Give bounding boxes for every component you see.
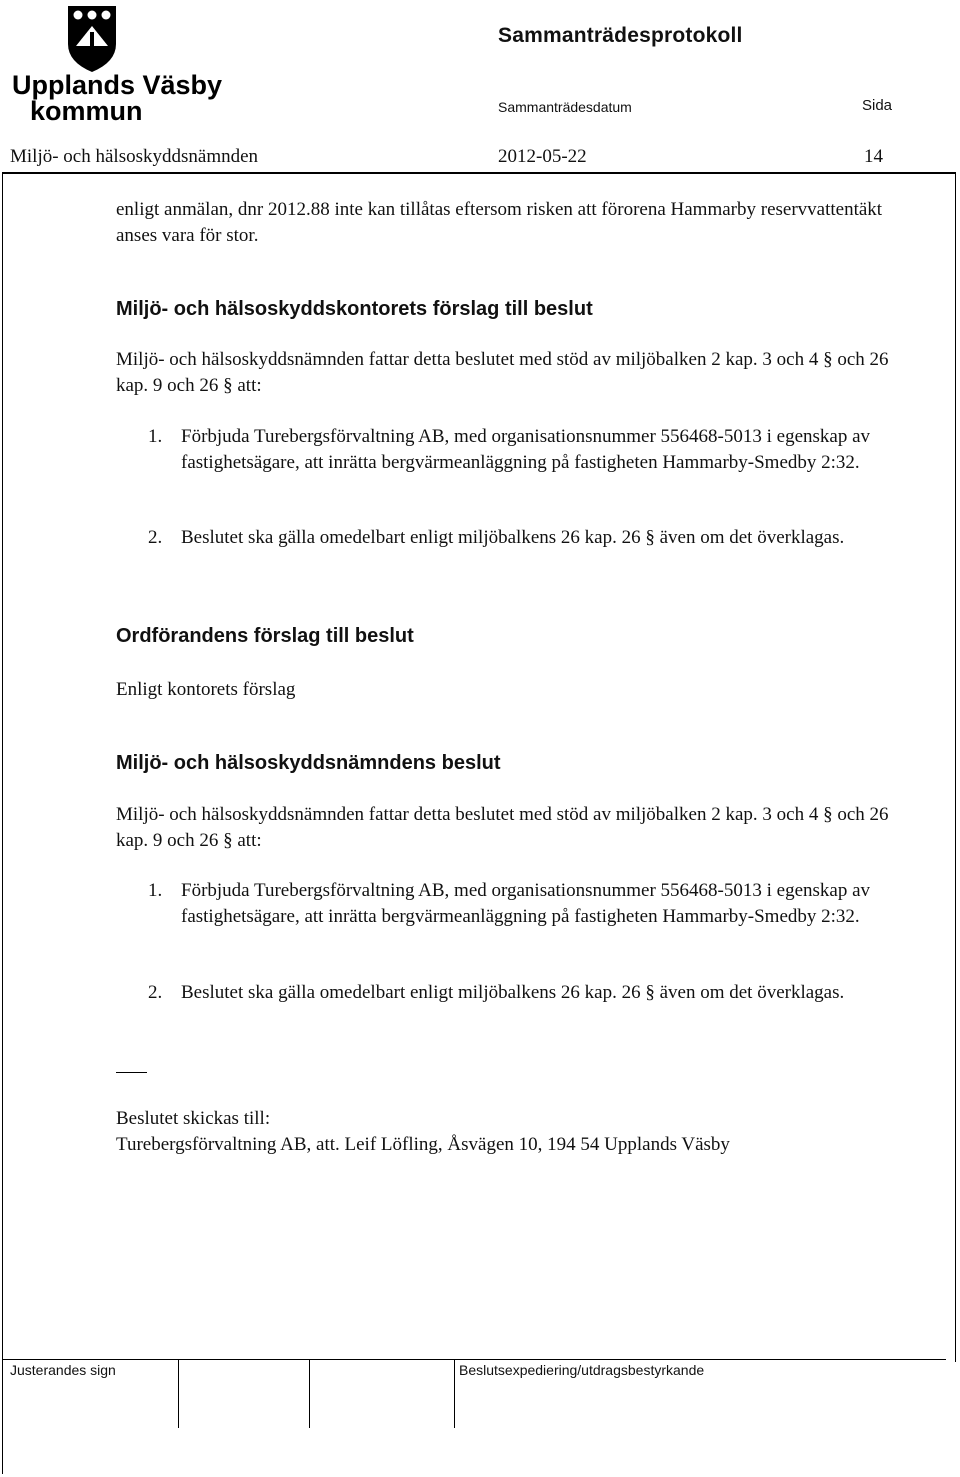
distribution-recipient: Turebergsförvaltning AB, att. Leif Löfling, Åsvägen 10, 194 54 Upplands Väsby (116, 1134, 730, 1155)
chair-proposal-text: Enligt kontorets förslag (116, 679, 296, 700)
list-item-number: 2. (148, 982, 163, 1003)
footer-rule (2, 1359, 946, 1360)
chair-proposal-heading: Ordförandens förslag till beslut (116, 625, 414, 647)
document-title: Sammanträdesprotokoll (498, 24, 743, 47)
page-label: Sida (862, 97, 893, 114)
right-border (955, 172, 956, 1362)
distribution-label: Beslutet skickas till: (116, 1108, 271, 1129)
list-item-number: 1. (148, 880, 163, 901)
list-item-text: Förbjuda Turebergsförvaltning AB, med organisationsnummer 556468-5013 i egenskap av fastighetsägare, att inrätta bergvärmeanläggning på fastigheten Hammarby-Smedby 2:32. (181, 880, 871, 927)
footer-divider (309, 1360, 310, 1428)
decision-heading: Miljö- och hälsoskyddsnämndens beslut (116, 752, 501, 774)
coat-of-arms-icon (10, 2, 223, 126)
page-number: 14 (864, 146, 883, 167)
footer-divider (178, 1360, 179, 1428)
committee-name: Miljö- och hälsoskyddsnämnden (10, 146, 259, 167)
left-border (2, 172, 3, 1474)
meeting-date: 2012-05-22 (498, 146, 587, 167)
office-proposal-basis: Miljö- och hälsoskyddsnämnden fattar detta beslutet med stöd av miljöbalken 2 kap. 3 och 4 § och 26 kap. 9 och 26 § att: (116, 349, 889, 396)
list-item-text: Beslutet ska gälla omedelbart enligt miljöbalkens 26 kap. 26 § även om det överklagas. (181, 982, 845, 1003)
meeting-date-label: Sammanträdesdatum (498, 99, 632, 115)
municipality-logo (10, 2, 223, 126)
header-rule (2, 172, 956, 174)
list-item-number: 2. (148, 527, 163, 548)
footer-divider (454, 1360, 455, 1428)
logo-line1: Upplands Väsby (12, 70, 223, 100)
signature-label: Justerandes sign (10, 1362, 116, 1378)
list-item-text: Förbjuda Turebergsförvaltning AB, med organisationsnummer 556468-5013 i egenskap av fastighetsägare, att inrätta bergvärmeanläggning på fastigheten Hammarby-Smedby 2:32. (181, 426, 871, 473)
separator-rule (116, 1072, 147, 1073)
office-proposal-heading: Miljö- och hälsoskyddskontorets förslag till beslut (116, 298, 593, 320)
list-item-text: Beslutet ska gälla omedelbart enligt miljöbalkens 26 kap. 26 § även om det överklagas. (181, 527, 845, 548)
logo-line2: kommun (30, 96, 143, 126)
expedition-label: Beslutsexpediering/utdragsbestyrkande (459, 1362, 705, 1378)
list-item-number: 1. (148, 426, 163, 447)
intro-paragraph: enligt anmälan, dnr 2012.88 inte kan tillåtas eftersom risken att förorena Hammarby reservvattentäkt anses vara för stor. (116, 199, 883, 246)
decision-basis: Miljö- och hälsoskyddsnämnden fattar detta beslutet med stöd av miljöbalken 2 kap. 3 och 4 § och 26 kap. 9 och 26 § att: (116, 804, 889, 851)
